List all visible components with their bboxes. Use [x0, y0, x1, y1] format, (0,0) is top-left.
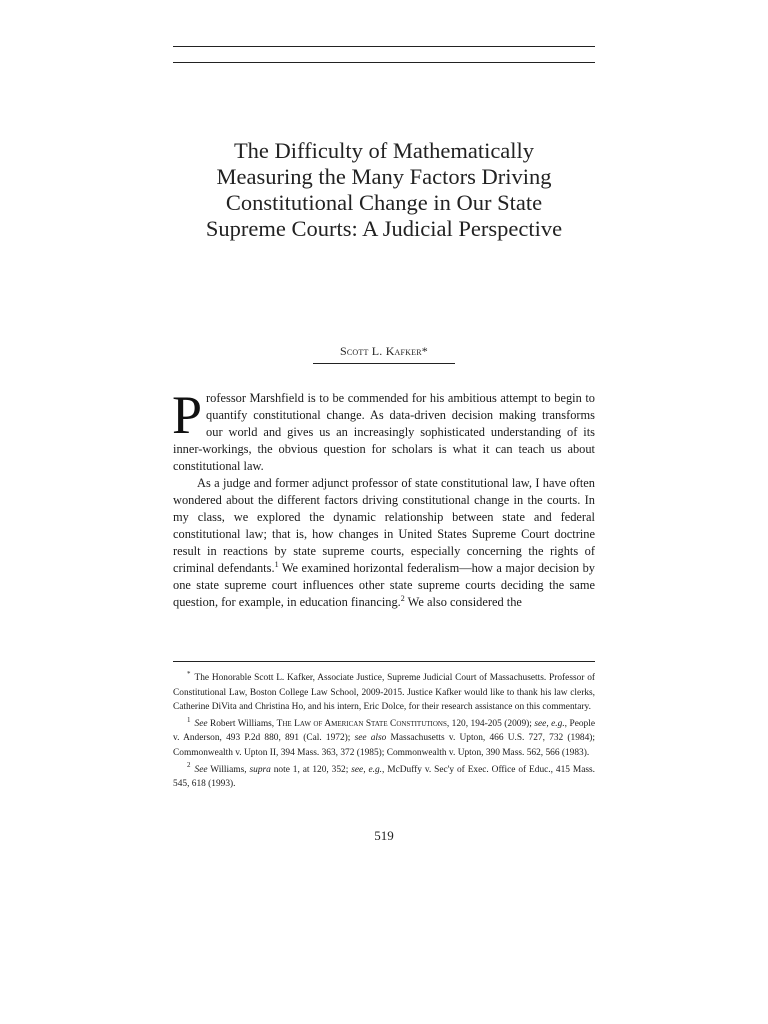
signal-supra: supra [249, 764, 271, 775]
article-title [150, 138, 618, 242]
title-line: Supreme Courts: A Judicial Perspective [205, 216, 563, 241]
title-line: The Difficulty of Mathematically [233, 138, 535, 163]
footnote-text: Massachusetts v. Upton, 466 U.S. 727, 732 (1984); Commonwealth v. Upton II, 394 Mass. 363, 372 (1985); Commonwealth v. Upton, 390 Mass. 562, 566 (1983). [173, 733, 595, 758]
footnote-text: Williams, [207, 764, 250, 775]
paragraph-text: rofessor Marshfield is to be commended for his ambitious attempt to begin to quantify constitutional change. As data-driven decision making transforms our world and gives us an increasingly sophisticated understanding of its inner-workings, the obvious question for scholars is what it can teach us about constitutional law. [173, 391, 595, 473]
drop-cap: P [172, 385, 203, 445]
footnote-mark: 1 [187, 715, 191, 724]
paragraph-1 [172, 385, 595, 475]
title-line: Constitutional Change in Our State [225, 190, 543, 215]
footnote-ref-2[interactable]: 2 [400, 593, 405, 603]
paragraph-text: We also considered the [404, 595, 522, 609]
header-rule-top [173, 46, 595, 47]
signal-see: See [194, 764, 208, 775]
signal-see-also: see also [354, 733, 387, 744]
footnote-text: , People v. Anderson, 493 P.2d 880, 891 (Cal. 1972); [173, 718, 595, 744]
footnote-text: Robert Williams, [207, 718, 277, 729]
article-body [172, 385, 596, 611]
paragraph-text: We examined horizontal federalism—how a major decision by one state supreme court influences other state supreme courts deciding the same question, for example, in education financing. [173, 561, 596, 609]
signal-see-eg: see, e.g. [351, 764, 382, 775]
footnote-star [173, 671, 595, 715]
author-underline [313, 363, 455, 364]
paragraph-text: As a judge and former adjunct professor of state constitutional law, I have often wondered about the different factors driving constitutional change in the courts. In my class, we explored the dynamic relationship between state and federal constitutional law; that is, how changes in United States Supreme Court doctrine result in reactions by state supreme courts, especially concerning the rights of criminal defendants. [173, 476, 595, 575]
footnote-rule [173, 661, 595, 662]
page-number: 519 [374, 828, 394, 843]
footnotes [173, 671, 595, 794]
footnote-text: , 120, 194-205 (2009); [446, 718, 535, 729]
footnote-text: The Honorable Scott L. Kafker, Associate Justice, Supreme Judicial Court of Massachusetts. Professor of Constitutional Law, Boston College Law School, 2009-2015. Justice Kafker would like to thank his law clerks, Catherine DiVita and Christina Ho, and his intern, Eric Dolce, for their research assistance on this commentary. [173, 673, 595, 713]
footnote-text: note 1, at 120, 352; [270, 764, 352, 775]
author-byline: Scott L. Kafker* [340, 344, 428, 358]
footnote-mark: 2 [187, 761, 191, 770]
footnote-2 [173, 763, 595, 792]
footnote-ref-1[interactable]: 1 [274, 559, 279, 569]
footnote-mark: * [187, 669, 191, 678]
signal-see-eg: see, e.g. [534, 718, 565, 729]
footnote-text: , McDuffy v. Sec'y of Exec. Office of Educ., 415 Mass. 545, 618 (1993). [173, 764, 595, 790]
header-rule-bottom [173, 62, 595, 63]
footnote-1 [173, 717, 595, 761]
title-line: Measuring the Many Factors Driving [216, 164, 552, 189]
book-title: The Law of American State Constitutions [276, 718, 447, 729]
paragraph-2 [173, 475, 595, 611]
signal-see: See [194, 718, 208, 729]
